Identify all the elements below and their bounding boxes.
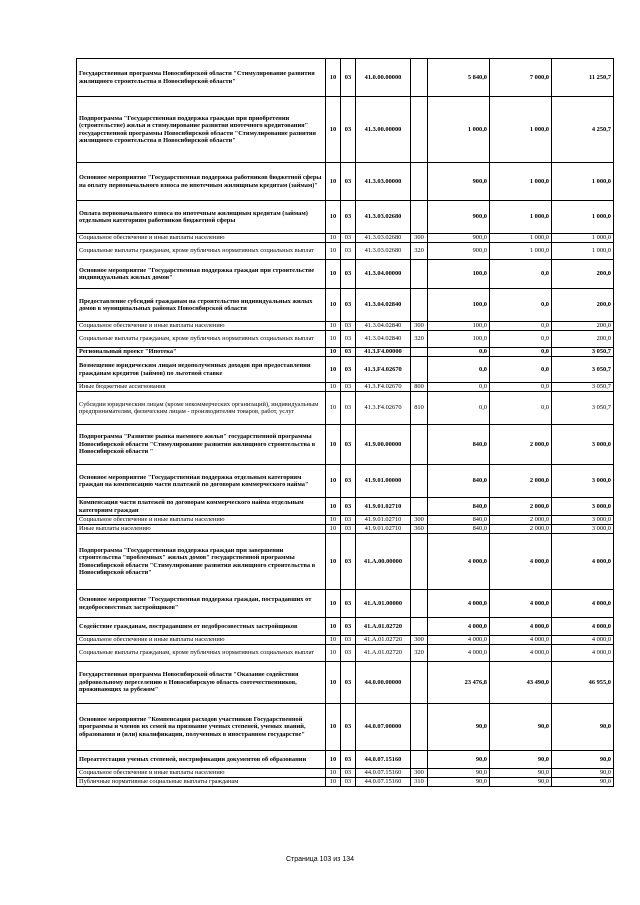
amount-year2-cell: 4 000,0 bbox=[490, 534, 552, 590]
row-name-cell: Основное мероприятие "Государственная поддержка работников бюджетной сферы на оплату первоначального взноса по ипотечным жилищным кредитам (займам)" bbox=[77, 163, 326, 201]
target-article-cell: 41.А.01.02720 bbox=[356, 636, 411, 645]
subsection-code-cell: 03 bbox=[341, 662, 356, 704]
budget-table bbox=[76, 58, 614, 787]
section-code-cell: 10 bbox=[326, 751, 341, 769]
amount-year1-cell: 4 000,0 bbox=[428, 618, 490, 636]
amount-year2-cell: 1 000,0 bbox=[490, 163, 552, 201]
target-article-cell: 41.3.03.00000 bbox=[356, 163, 411, 201]
table-row bbox=[77, 59, 614, 97]
expense-type-cell bbox=[411, 289, 428, 322]
row-name-cell: Основное мероприятие "Государственная поддержка граждан, пострадавших от недобросовестных застройщиков" bbox=[77, 590, 326, 618]
target-article-cell: 41.А.01.02720 bbox=[356, 618, 411, 636]
amount-year2-cell: 4 000,0 bbox=[490, 618, 552, 636]
amount-year3-cell: 90,0 bbox=[552, 751, 614, 769]
row-name-cell: Подпрограмма "Государственная поддержка граждан при завершении строительства "проблемных" жилых домов" государственной программы Новосибирской области "Стимулирование развития жилищного строительства в Новосибирской области" bbox=[77, 534, 326, 590]
table-row bbox=[77, 534, 614, 590]
section-code-cell: 10 bbox=[326, 704, 341, 751]
target-article-cell: 41.9.01.00000 bbox=[356, 465, 411, 498]
subsection-code-cell: 03 bbox=[341, 618, 356, 636]
expense-type-cell: 320 bbox=[411, 243, 428, 260]
row-name-cell: Основное мероприятие "Компенсация расходов участников Государственной программы и членов их семей на признание ученых степеней, ученых званий, образования и (или) квалификации, полученных в иностранном государстве" bbox=[77, 704, 326, 751]
table-row bbox=[77, 590, 614, 618]
table-row bbox=[77, 662, 614, 704]
amount-year3-cell: 11 250,7 bbox=[552, 59, 614, 97]
section-code-cell: 10 bbox=[326, 59, 341, 97]
target-article-cell: 41.3.03.02680 bbox=[356, 234, 411, 243]
expense-type-cell: 300 bbox=[411, 636, 428, 645]
table-row bbox=[77, 425, 614, 465]
row-name-cell: Переаттестация ученых степеней, нострификации документов об образовании bbox=[77, 751, 326, 769]
expense-type-cell bbox=[411, 618, 428, 636]
target-article-cell: 41.3.04.02840 bbox=[356, 289, 411, 322]
amount-year1-cell: 900,0 bbox=[428, 163, 490, 201]
target-article-cell: 41.3.04.02840 bbox=[356, 331, 411, 348]
row-name-cell: Оплата первоначального взноса по ипотечным жилищным кредитам (займам) отдельным категориям работников бюджетной сферы bbox=[77, 201, 326, 234]
amount-year1-cell: 0,0 bbox=[428, 348, 490, 357]
amount-year2-cell: 4 000,0 bbox=[490, 645, 552, 662]
expense-type-cell bbox=[411, 751, 428, 769]
row-name-cell: Подпрограмма "Государственная поддержка граждан при приобретении (строительстве) жилья и стимулирование развития ипотечного кредитования" государственной программы Новосибирской области "Стимулирование развития жилищного строительства в Новосибирской области" bbox=[77, 97, 326, 163]
amount-year1-cell: 1 000,0 bbox=[428, 97, 490, 163]
subsection-code-cell: 03 bbox=[341, 778, 356, 787]
section-code-cell: 10 bbox=[326, 645, 341, 662]
row-name-cell: Основное мероприятие "Государственная поддержка отдельным категориям граждан на компенсацию части платежей по договорам коммерческого найма" bbox=[77, 465, 326, 498]
target-article-cell: 41.0.00.00000 bbox=[356, 59, 411, 97]
amount-year2-cell: 0,0 bbox=[490, 260, 552, 289]
expense-type-cell bbox=[411, 425, 428, 465]
target-article-cell: 41.9.00.00000 bbox=[356, 425, 411, 465]
subsection-code-cell: 03 bbox=[341, 348, 356, 357]
amount-year2-cell: 90,0 bbox=[490, 769, 552, 778]
table-row bbox=[77, 516, 614, 525]
target-article-cell: 44.0.07.15160 bbox=[356, 778, 411, 787]
table-row bbox=[77, 331, 614, 348]
amount-year3-cell: 4 250,7 bbox=[552, 97, 614, 163]
amount-year2-cell: 90,0 bbox=[490, 778, 552, 787]
amount-year2-cell: 0,0 bbox=[490, 322, 552, 331]
row-name-cell: Компенсация части платежей по договорам коммерческого найма отдельным категориям граждан bbox=[77, 498, 326, 516]
amount-year1-cell: 0,0 bbox=[428, 392, 490, 425]
subsection-code-cell: 03 bbox=[341, 392, 356, 425]
amount-year3-cell: 3 000,0 bbox=[552, 425, 614, 465]
amount-year3-cell: 46 955,0 bbox=[552, 662, 614, 704]
expense-type-cell bbox=[411, 465, 428, 498]
target-article-cell: 41.3.03.02680 bbox=[356, 201, 411, 234]
target-article-cell: 41.3.04.02840 bbox=[356, 322, 411, 331]
target-article-cell: 41.3.F4.02670 bbox=[356, 392, 411, 425]
amount-year2-cell: 2 000,0 bbox=[490, 498, 552, 516]
amount-year1-cell: 100,0 bbox=[428, 289, 490, 322]
table-row bbox=[77, 392, 614, 425]
section-code-cell: 10 bbox=[326, 348, 341, 357]
section-code-cell: 10 bbox=[326, 383, 341, 392]
expense-type-cell: 360 bbox=[411, 525, 428, 534]
expense-type-cell: 300 bbox=[411, 322, 428, 331]
section-code-cell: 10 bbox=[326, 289, 341, 322]
table-row bbox=[77, 778, 614, 787]
expense-type-cell: 320 bbox=[411, 645, 428, 662]
table-row bbox=[77, 636, 614, 645]
section-code-cell: 10 bbox=[326, 636, 341, 645]
expense-type-cell bbox=[411, 260, 428, 289]
amount-year3-cell: 3 000,0 bbox=[552, 525, 614, 534]
section-code-cell: 10 bbox=[326, 778, 341, 787]
amount-year3-cell: 200,0 bbox=[552, 331, 614, 348]
row-name-cell: Социальное обеспечение и иные выплаты населению bbox=[77, 322, 326, 331]
amount-year2-cell: 4 000,0 bbox=[490, 590, 552, 618]
subsection-code-cell: 03 bbox=[341, 704, 356, 751]
amount-year1-cell: 840,0 bbox=[428, 525, 490, 534]
table-body bbox=[77, 59, 614, 787]
amount-year2-cell: 1 000,0 bbox=[490, 234, 552, 243]
amount-year3-cell: 200,0 bbox=[552, 260, 614, 289]
amount-year1-cell: 100,0 bbox=[428, 322, 490, 331]
amount-year1-cell: 23 476,8 bbox=[428, 662, 490, 704]
expense-type-cell bbox=[411, 97, 428, 163]
amount-year1-cell: 100,0 bbox=[428, 260, 490, 289]
expense-type-cell: 810 bbox=[411, 392, 428, 425]
table-row bbox=[77, 618, 614, 636]
subsection-code-cell: 03 bbox=[341, 289, 356, 322]
amount-year3-cell: 3 050,7 bbox=[552, 357, 614, 383]
section-code-cell: 10 bbox=[326, 201, 341, 234]
target-article-cell: 41.9.01.02710 bbox=[356, 516, 411, 525]
section-code-cell: 10 bbox=[326, 331, 341, 348]
expense-type-cell bbox=[411, 534, 428, 590]
amount-year3-cell: 4 000,0 bbox=[552, 645, 614, 662]
subsection-code-cell: 03 bbox=[341, 331, 356, 348]
amount-year3-cell: 3 050,7 bbox=[552, 348, 614, 357]
row-name-cell: Возмещение юридическим лицам недополученных доходов при предоставлении гражданам кредитов (займов) по льготной ставке bbox=[77, 357, 326, 383]
amount-year2-cell: 0,0 bbox=[490, 392, 552, 425]
expense-type-cell: 300 bbox=[411, 234, 428, 243]
section-code-cell: 10 bbox=[326, 163, 341, 201]
amount-year2-cell: 2 000,0 bbox=[490, 425, 552, 465]
amount-year3-cell: 3 050,7 bbox=[552, 392, 614, 425]
table-row bbox=[77, 97, 614, 163]
subsection-code-cell: 03 bbox=[341, 260, 356, 289]
amount-year2-cell: 0,0 bbox=[490, 383, 552, 392]
expense-type-cell bbox=[411, 662, 428, 704]
table-row bbox=[77, 357, 614, 383]
target-article-cell: 44.0.07.00000 bbox=[356, 704, 411, 751]
section-code-cell: 10 bbox=[326, 357, 341, 383]
table-row bbox=[77, 234, 614, 243]
section-code-cell: 10 bbox=[326, 534, 341, 590]
amount-year1-cell: 100,0 bbox=[428, 331, 490, 348]
amount-year1-cell: 90,0 bbox=[428, 769, 490, 778]
row-name-cell: Иные бюджетные ассигнования bbox=[77, 383, 326, 392]
amount-year1-cell: 90,0 bbox=[428, 778, 490, 787]
expense-type-cell bbox=[411, 357, 428, 383]
subsection-code-cell: 03 bbox=[341, 59, 356, 97]
amount-year3-cell: 4 000,0 bbox=[552, 590, 614, 618]
row-name-cell: Социальные выплаты гражданам, кроме публичных нормативных социальных выплат bbox=[77, 243, 326, 260]
expense-type-cell: 310 bbox=[411, 778, 428, 787]
expense-type-cell bbox=[411, 201, 428, 234]
amount-year2-cell: 1 000,0 bbox=[490, 97, 552, 163]
target-article-cell: 41.3.04.00000 bbox=[356, 260, 411, 289]
amount-year3-cell: 90,0 bbox=[552, 704, 614, 751]
row-name-cell: Социальное обеспечение и иные выплаты населению bbox=[77, 234, 326, 243]
target-article-cell: 41.А.01.00000 bbox=[356, 590, 411, 618]
table-row bbox=[77, 465, 614, 498]
target-article-cell: 41.3.F4.02670 bbox=[356, 383, 411, 392]
amount-year1-cell: 840,0 bbox=[428, 498, 490, 516]
amount-year2-cell: 90,0 bbox=[490, 704, 552, 751]
amount-year1-cell: 840,0 bbox=[428, 465, 490, 498]
amount-year1-cell: 0,0 bbox=[428, 357, 490, 383]
table-row bbox=[77, 383, 614, 392]
expense-type-cell bbox=[411, 704, 428, 751]
amount-year1-cell: 5 840,0 bbox=[428, 59, 490, 97]
amount-year2-cell: 7 000,0 bbox=[490, 59, 552, 97]
table-row bbox=[77, 769, 614, 778]
amount-year1-cell: 900,0 bbox=[428, 234, 490, 243]
expense-type-cell: 800 bbox=[411, 383, 428, 392]
amount-year1-cell: 4 000,0 bbox=[428, 534, 490, 590]
section-code-cell: 10 bbox=[326, 516, 341, 525]
amount-year2-cell: 0,0 bbox=[490, 331, 552, 348]
amount-year3-cell: 3 000,0 bbox=[552, 498, 614, 516]
table-row bbox=[77, 243, 614, 260]
amount-year1-cell: 840,0 bbox=[428, 425, 490, 465]
section-code-cell: 10 bbox=[326, 322, 341, 331]
subsection-code-cell: 03 bbox=[341, 383, 356, 392]
section-code-cell: 10 bbox=[326, 243, 341, 260]
amount-year1-cell: 4 000,0 bbox=[428, 645, 490, 662]
subsection-code-cell: 03 bbox=[341, 201, 356, 234]
subsection-code-cell: 03 bbox=[341, 769, 356, 778]
row-name-cell: Социальное обеспечение и иные выплаты населению bbox=[77, 516, 326, 525]
subsection-code-cell: 03 bbox=[341, 97, 356, 163]
table-row bbox=[77, 322, 614, 331]
section-code-cell: 10 bbox=[326, 590, 341, 618]
subsection-code-cell: 03 bbox=[341, 322, 356, 331]
row-name-cell: Основное мероприятие "Государственная поддержка граждан при строительстве индивидуальных жилых домов" bbox=[77, 260, 326, 289]
subsection-code-cell: 03 bbox=[341, 498, 356, 516]
table-row bbox=[77, 751, 614, 769]
target-article-cell: 41.3.F4.02670 bbox=[356, 357, 411, 383]
table-row bbox=[77, 525, 614, 534]
section-code-cell: 10 bbox=[326, 618, 341, 636]
subsection-code-cell: 03 bbox=[341, 357, 356, 383]
amount-year1-cell: 4 000,0 bbox=[428, 636, 490, 645]
amount-year1-cell: 4 000,0 bbox=[428, 590, 490, 618]
amount-year3-cell: 3 050,7 bbox=[552, 383, 614, 392]
row-name-cell: Субсидии юридическим лицам (кроме некоммерческих организаций), индивидуальным предпринимателям, физическим лицам - производителям товаров, работ, услуг bbox=[77, 392, 326, 425]
row-name-cell: Подпрограмма "Развитие рынка наемного жилья" государственной программы Новосибирской области "Стимулирование развития жилищного строительства в Новосибирской области " bbox=[77, 425, 326, 465]
amount-year2-cell: 4 000,0 bbox=[490, 636, 552, 645]
amount-year1-cell: 840,0 bbox=[428, 516, 490, 525]
table-row bbox=[77, 289, 614, 322]
section-code-cell: 10 bbox=[326, 97, 341, 163]
table-row bbox=[77, 348, 614, 357]
page-number: Страница 103 из 134 bbox=[285, 856, 355, 863]
row-name-cell: Региональный проект "Ипотека" bbox=[77, 348, 326, 357]
target-article-cell: 41.А.00.00000 bbox=[356, 534, 411, 590]
amount-year2-cell: 2 000,0 bbox=[490, 465, 552, 498]
row-name-cell: Социальные выплаты гражданам, кроме публичных нормативных социальных выплат bbox=[77, 645, 326, 662]
section-code-cell: 10 bbox=[326, 425, 341, 465]
amount-year3-cell: 4 000,0 bbox=[552, 534, 614, 590]
subsection-code-cell: 03 bbox=[341, 465, 356, 498]
section-code-cell: 10 bbox=[326, 234, 341, 243]
target-article-cell: 44.0.00.00000 bbox=[356, 662, 411, 704]
row-name-cell: Государственная программа Новосибирской области "Стимулирование развития жилищного строительства в Новосибирской области" bbox=[77, 59, 326, 97]
amount-year1-cell: 90,0 bbox=[428, 751, 490, 769]
expense-type-cell bbox=[411, 498, 428, 516]
amount-year2-cell: 43 490,0 bbox=[490, 662, 552, 704]
amount-year3-cell: 90,0 bbox=[552, 778, 614, 787]
row-name-cell: Социальное обеспечение и иные выплаты населению bbox=[77, 636, 326, 645]
expense-type-cell bbox=[411, 163, 428, 201]
amount-year3-cell: 1 000,0 bbox=[552, 201, 614, 234]
row-name-cell: Предоставление субсидий гражданам на строительство индивидуальных жилых домов в муниципальных районах Новосибирской области bbox=[77, 289, 326, 322]
amount-year1-cell: 900,0 bbox=[428, 201, 490, 234]
expense-type-cell bbox=[411, 590, 428, 618]
row-name-cell: Социальные выплаты гражданам, кроме публичных нормативных социальных выплат bbox=[77, 331, 326, 348]
subsection-code-cell: 03 bbox=[341, 243, 356, 260]
amount-year3-cell: 3 000,0 bbox=[552, 516, 614, 525]
amount-year1-cell: 90,0 bbox=[428, 704, 490, 751]
amount-year2-cell: 2 000,0 bbox=[490, 516, 552, 525]
amount-year3-cell: 200,0 bbox=[552, 289, 614, 322]
amount-year2-cell: 0,0 bbox=[490, 357, 552, 383]
subsection-code-cell: 03 bbox=[341, 534, 356, 590]
table-row bbox=[77, 645, 614, 662]
section-code-cell: 10 bbox=[326, 525, 341, 534]
table-row bbox=[77, 201, 614, 234]
section-code-cell: 10 bbox=[326, 662, 341, 704]
amount-year2-cell: 2 000,0 bbox=[490, 525, 552, 534]
row-name-cell: Государственная программа Новосибирской области "Оказание содействия добровольному переселению в Новосибирскую область соотечественников, проживающих за рубежом" bbox=[77, 662, 326, 704]
subsection-code-cell: 03 bbox=[341, 525, 356, 534]
subsection-code-cell: 03 bbox=[341, 751, 356, 769]
subsection-code-cell: 03 bbox=[341, 590, 356, 618]
target-article-cell: 41.3.00.00000 bbox=[356, 97, 411, 163]
subsection-code-cell: 03 bbox=[341, 234, 356, 243]
amount-year2-cell: 90,0 bbox=[490, 751, 552, 769]
target-article-cell: 41.А.01.02720 bbox=[356, 645, 411, 662]
target-article-cell: 41.9.01.02710 bbox=[356, 498, 411, 516]
target-article-cell: 44.0.07.15160 bbox=[356, 751, 411, 769]
amount-year2-cell: 1 000,0 bbox=[490, 243, 552, 260]
expense-type-cell: 300 bbox=[411, 516, 428, 525]
target-article-cell: 41.3.F4.00000 bbox=[356, 348, 411, 357]
table-row bbox=[77, 260, 614, 289]
section-code-cell: 10 bbox=[326, 260, 341, 289]
expense-type-cell bbox=[411, 59, 428, 97]
expense-type-cell: 320 bbox=[411, 331, 428, 348]
amount-year1-cell: 900,0 bbox=[428, 243, 490, 260]
amount-year2-cell: 0,0 bbox=[490, 348, 552, 357]
amount-year3-cell: 3 000,0 bbox=[552, 465, 614, 498]
expense-type-cell: 300 bbox=[411, 769, 428, 778]
table-row bbox=[77, 704, 614, 751]
row-name-cell: Публичные нормативные социальные выплаты гражданам bbox=[77, 778, 326, 787]
section-code-cell: 10 bbox=[326, 465, 341, 498]
target-article-cell: 41.3.03.02680 bbox=[356, 243, 411, 260]
subsection-code-cell: 03 bbox=[341, 425, 356, 465]
target-article-cell: 44.0.07.15160 bbox=[356, 769, 411, 778]
subsection-code-cell: 03 bbox=[341, 636, 356, 645]
row-name-cell: Иные выплаты населению bbox=[77, 525, 326, 534]
subsection-code-cell: 03 bbox=[341, 163, 356, 201]
amount-year3-cell: 200,0 bbox=[552, 322, 614, 331]
amount-year2-cell: 0,0 bbox=[490, 289, 552, 322]
amount-year3-cell: 4 000,0 bbox=[552, 618, 614, 636]
amount-year3-cell: 90,0 bbox=[552, 769, 614, 778]
subsection-code-cell: 03 bbox=[341, 516, 356, 525]
amount-year1-cell: 0,0 bbox=[428, 383, 490, 392]
table-row bbox=[77, 163, 614, 201]
table-row bbox=[77, 498, 614, 516]
section-code-cell: 10 bbox=[326, 769, 341, 778]
subsection-code-cell: 03 bbox=[341, 645, 356, 662]
amount-year3-cell: 1 000,0 bbox=[552, 234, 614, 243]
amount-year2-cell: 1 000,0 bbox=[490, 201, 552, 234]
amount-year3-cell: 1 000,0 bbox=[552, 243, 614, 260]
section-code-cell: 10 bbox=[326, 498, 341, 516]
row-name-cell: Содействие гражданам, пострадавшим от недобросовестных застройщиков bbox=[77, 618, 326, 636]
expense-type-cell bbox=[411, 348, 428, 357]
row-name-cell: Социальное обеспечение и иные выплаты населению bbox=[77, 769, 326, 778]
section-code-cell: 10 bbox=[326, 392, 341, 425]
amount-year3-cell: 1 000,0 bbox=[552, 163, 614, 201]
target-article-cell: 41.9.01.02710 bbox=[356, 525, 411, 534]
amount-year3-cell: 4 000,0 bbox=[552, 636, 614, 645]
